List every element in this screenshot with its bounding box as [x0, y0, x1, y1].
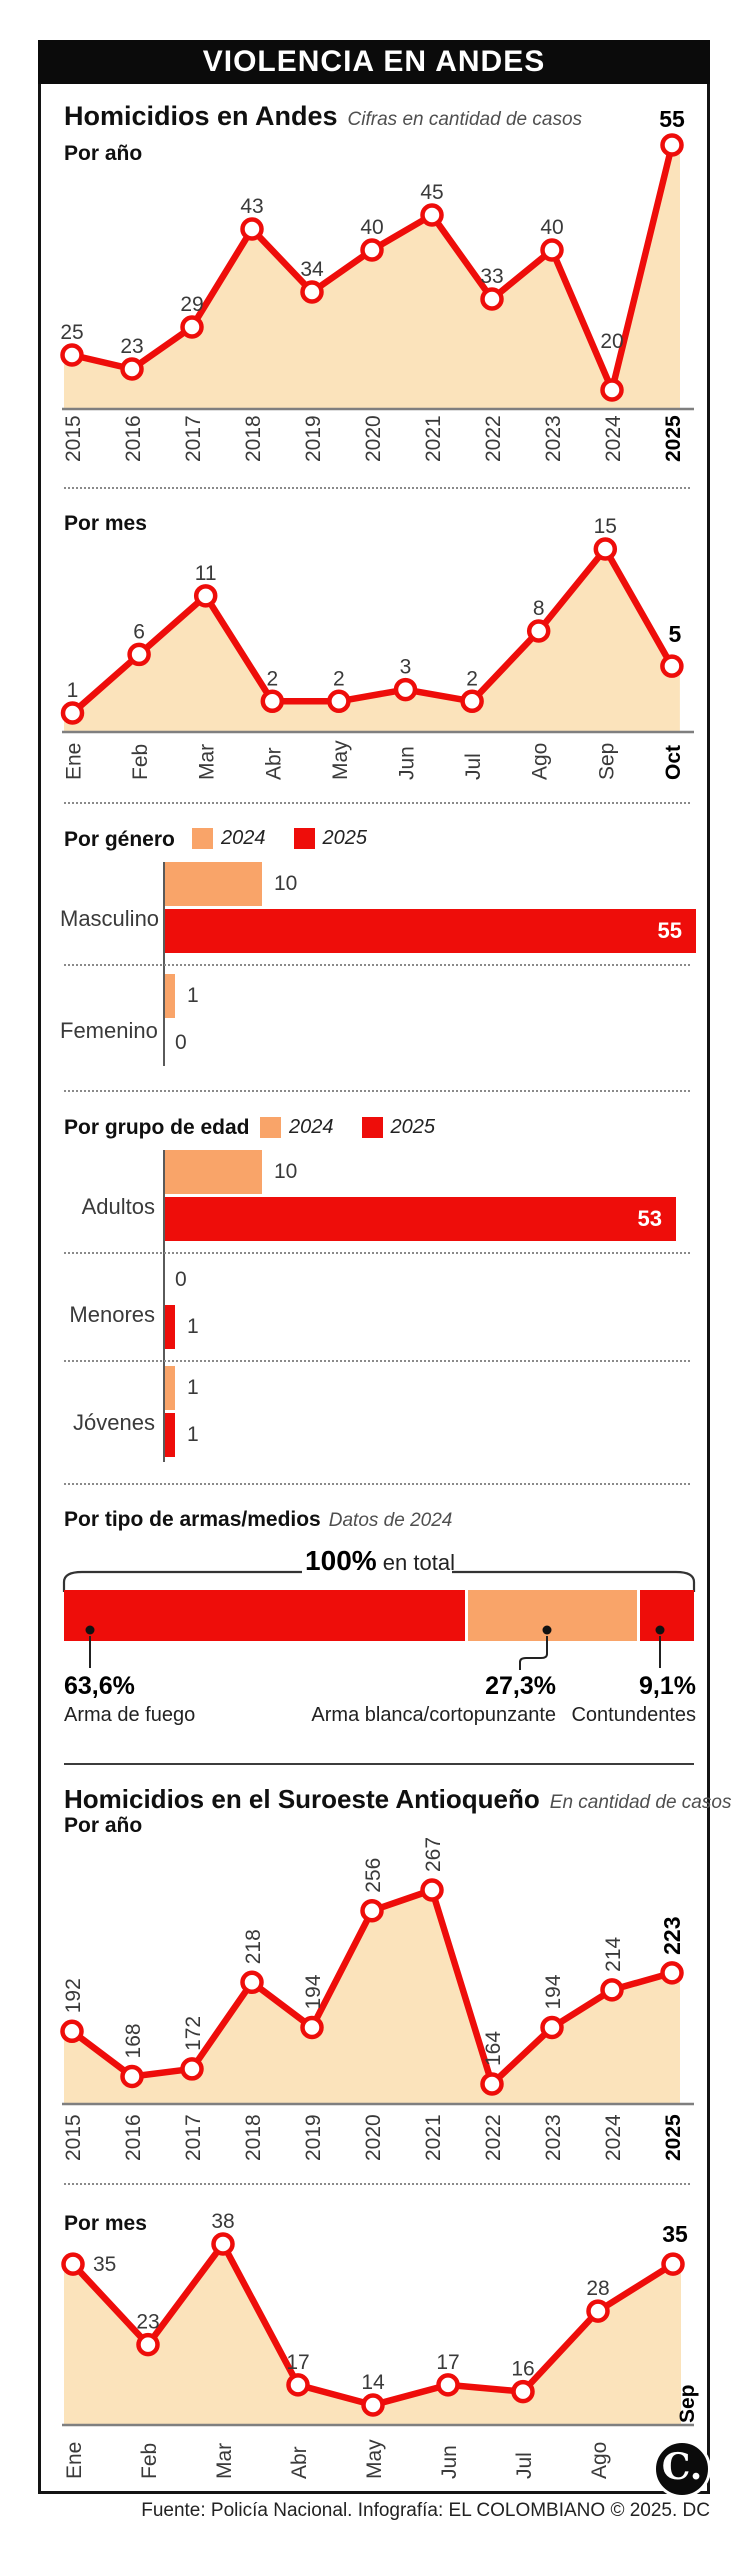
value-label: 2	[333, 667, 345, 691]
legend-2025-label: 2025	[390, 1116, 435, 1138]
bar-value: 53	[637, 1206, 662, 1231]
axis-tick: Ene	[63, 2441, 86, 2479]
category-label: Jóvenes	[73, 1410, 155, 1435]
separator	[64, 1360, 690, 1362]
el-colombiano-logo: C.	[653, 2440, 711, 2498]
value-label: 14	[361, 2371, 385, 2394]
axis-tick: 2016	[122, 2114, 145, 2161]
axis-tick: 2022	[482, 415, 505, 462]
andes-por-ano-svg	[0, 95, 750, 475]
category-label: Menores	[69, 1302, 155, 1327]
legend-2025-label: 2025	[322, 827, 367, 849]
suroeste-title: Homicidios en el Suroeste Antioqueño	[64, 1784, 540, 1814]
value-label: 17	[436, 2350, 460, 2374]
axis-tick: 2023	[542, 2114, 565, 2161]
separator	[64, 2183, 690, 2185]
value-label: 40	[360, 216, 384, 239]
axis-tick: 2019	[302, 2114, 325, 2161]
legend-2024-swatch	[260, 1117, 281, 1138]
separator	[64, 1252, 690, 1254]
value-label: 267	[422, 1836, 445, 1872]
value-label: 25	[60, 321, 84, 344]
axis-tick: 2015	[62, 415, 85, 462]
axis-tick: Mar	[213, 2442, 236, 2479]
bar-value: 10	[274, 872, 298, 895]
axis-tick: Jun	[438, 2445, 461, 2479]
axis-tick: 2025	[662, 2114, 685, 2161]
bar-2025	[165, 1305, 175, 1349]
pct-value: 9,1%	[639, 1672, 696, 1700]
legend-2024-swatch	[192, 828, 213, 849]
value-label: 29	[180, 293, 204, 316]
value-label: 1	[66, 679, 79, 702]
axis-tick: Ago	[528, 742, 552, 780]
value-label: 23	[120, 335, 144, 358]
legend-2025-swatch	[294, 828, 315, 849]
axis-tick: Feb	[138, 2442, 161, 2479]
bar-2024	[165, 1366, 175, 1410]
armas-label-contundentes	[540, 1672, 696, 1727]
axis-tick: Sep	[595, 742, 619, 780]
suroeste-por-ano-label: Por año	[64, 1814, 143, 1837]
axis-tick: 2020	[362, 415, 385, 462]
separator	[64, 802, 690, 804]
value-label: 35	[93, 2253, 117, 2277]
axis-tick: Jun	[395, 746, 419, 780]
pct-name: Arma de fuego	[64, 1704, 196, 1726]
value-label: 28	[586, 2277, 610, 2301]
armas-label-fuego	[64, 1672, 195, 1727]
andes-por-ano-chart	[0, 95, 750, 475]
value-label: 8	[532, 597, 545, 620]
axis-tick: Feb	[129, 743, 153, 780]
value-label: 15	[593, 515, 617, 538]
axis-tick: 2018	[242, 415, 265, 462]
bar-value: 1	[187, 1376, 199, 1399]
bar-value: 0	[175, 1268, 187, 1291]
genero-legend	[192, 827, 395, 850]
value-label: 256	[362, 1857, 385, 1893]
header-bar	[38, 40, 710, 84]
andes-title: Homicidios en Andes	[64, 101, 338, 131]
bar-2024	[165, 862, 262, 906]
bar-value: 1	[187, 984, 199, 1007]
axis-tick: 2020	[362, 2114, 385, 2161]
suroeste-por-ano-svg	[0, 1808, 750, 2170]
value-label: 23	[136, 2310, 160, 2334]
section-divider	[64, 1763, 694, 1765]
value-label: 33	[480, 265, 504, 288]
value-label: 2	[466, 667, 478, 691]
bar-value: 0	[175, 1031, 187, 1054]
value-label: 164	[482, 2030, 505, 2066]
axis-tick: Ago	[588, 2441, 611, 2479]
armas-title: Por tipo de armas/medios	[64, 1508, 321, 1531]
value-label: 38	[211, 2210, 235, 2233]
value-label: 40	[540, 216, 564, 239]
axis-tick: 2024	[602, 415, 625, 462]
pct-value: 63,6%	[64, 1672, 135, 1700]
separator	[64, 964, 690, 966]
value-label: 16	[511, 2357, 535, 2381]
axis-tick: May	[328, 740, 352, 780]
axis-tick: Ene	[62, 742, 86, 780]
pct-value: 27,3%	[485, 1672, 556, 1700]
value-label: 192	[62, 1978, 85, 2014]
edad-legend	[260, 1116, 463, 1139]
axis-tick: Abr	[288, 2446, 311, 2479]
armas-total-rest: en total	[376, 1550, 455, 1575]
axis-tick: 2023	[542, 415, 565, 462]
separator	[64, 1483, 690, 1485]
andes-por-ano-label: Por año	[64, 142, 143, 165]
card-border-bottom	[38, 2491, 710, 2494]
axis-tick: 2017	[182, 2114, 205, 2161]
value-label: 194	[302, 1974, 325, 2010]
bar-2025	[165, 1413, 175, 1457]
value-label: 6	[133, 620, 145, 644]
value-label: 45	[420, 181, 444, 204]
axis-tick: 2021	[422, 2114, 445, 2161]
axis-tick: 2024	[602, 2114, 625, 2161]
axis-tick: 2025	[662, 415, 685, 462]
category-label: Masculino	[60, 906, 160, 931]
legend-2024-label: 2024	[221, 827, 266, 849]
suroeste-por-mes-label: Por mes	[64, 2212, 147, 2235]
axis-tick: Jul	[462, 753, 486, 780]
pct-name: Arma blanca/cortopunzante	[311, 1704, 556, 1726]
bar-2024	[165, 974, 175, 1018]
value-label: 11	[194, 561, 217, 585]
separator	[64, 487, 690, 489]
value-label: 223	[659, 1916, 685, 1955]
axis-tick: 2015	[62, 2114, 85, 2161]
axis-tick: Jul	[513, 2452, 536, 2479]
suroeste-por-mes-chart	[0, 2195, 750, 2487]
page-title: VIOLENCIA EN ANDES	[202, 45, 546, 78]
axis-tick: Oct	[661, 744, 685, 780]
bar-value: 1	[187, 1315, 199, 1338]
andes-subtitle: Cifras en cantidad de casos	[347, 109, 583, 130]
pct-name: Contundentes	[571, 1704, 696, 1726]
value-label: 194	[542, 1974, 565, 2010]
axis-tick: 2021	[422, 415, 445, 462]
axis-tick: 2018	[242, 2114, 265, 2161]
value-label: 55	[659, 106, 685, 132]
armas-total-pct: 100%	[305, 1545, 377, 1576]
bar-2024	[165, 1150, 262, 1194]
suroeste-por-ano-chart	[0, 1808, 750, 2170]
value-label: 20	[600, 330, 624, 353]
value-label: 2	[266, 667, 279, 691]
axis-tick: 2019	[302, 415, 325, 462]
axis-tick: Abr	[262, 747, 286, 780]
axis-tick: 2022	[482, 2114, 505, 2161]
axis-tick: Mar	[195, 743, 219, 780]
value-label: 214	[602, 1936, 625, 1972]
value-label: 43	[240, 195, 264, 218]
armas-subtitle: Datos de 2024	[328, 1510, 453, 1531]
category-label: Adultos	[81, 1194, 155, 1219]
value-label: 172	[182, 2015, 205, 2051]
armas-leader-lines	[0, 1618, 750, 1676]
legend-2024-label: 2024	[289, 1116, 334, 1138]
bar-value: 10	[274, 1160, 298, 1183]
axis-tick: 2016	[122, 415, 145, 462]
edad-title: Por grupo de edad	[64, 1116, 250, 1139]
genero-title: Por género	[64, 828, 175, 851]
suroeste-por-mes-svg	[0, 2195, 750, 2487]
value-label: 3	[399, 655, 412, 679]
axis-tick: Sep	[676, 2384, 699, 2423]
value-label: 5	[668, 621, 682, 648]
separator	[64, 1090, 690, 1092]
andes-por-mes-chart	[0, 500, 750, 790]
suroeste-subtitle: En cantidad de casos	[549, 1792, 732, 1813]
armas-title-row	[64, 1508, 452, 1532]
bar-value: 55	[657, 918, 682, 943]
andes-por-mes-label: Por mes	[64, 512, 147, 535]
value-label: 35	[662, 2221, 688, 2248]
legend-2025-swatch	[362, 1117, 383, 1138]
value-label: 168	[122, 2023, 145, 2059]
category-label: Femenino	[60, 1018, 158, 1043]
andes-por-mes-svg	[0, 500, 750, 790]
value-label: 34	[300, 258, 324, 281]
bar-value: 1	[187, 1423, 199, 1446]
axis-tick: 2017	[182, 415, 205, 462]
axis-tick: May	[363, 2439, 386, 2479]
armas-label-blanca	[256, 1672, 556, 1727]
value-label: 218	[242, 1929, 265, 1965]
footer-credit: Fuente: Policía Nacional. Infografía: EL COLOMBIANO © 2025. DC	[141, 2500, 710, 2521]
value-label: 17	[286, 2350, 310, 2374]
